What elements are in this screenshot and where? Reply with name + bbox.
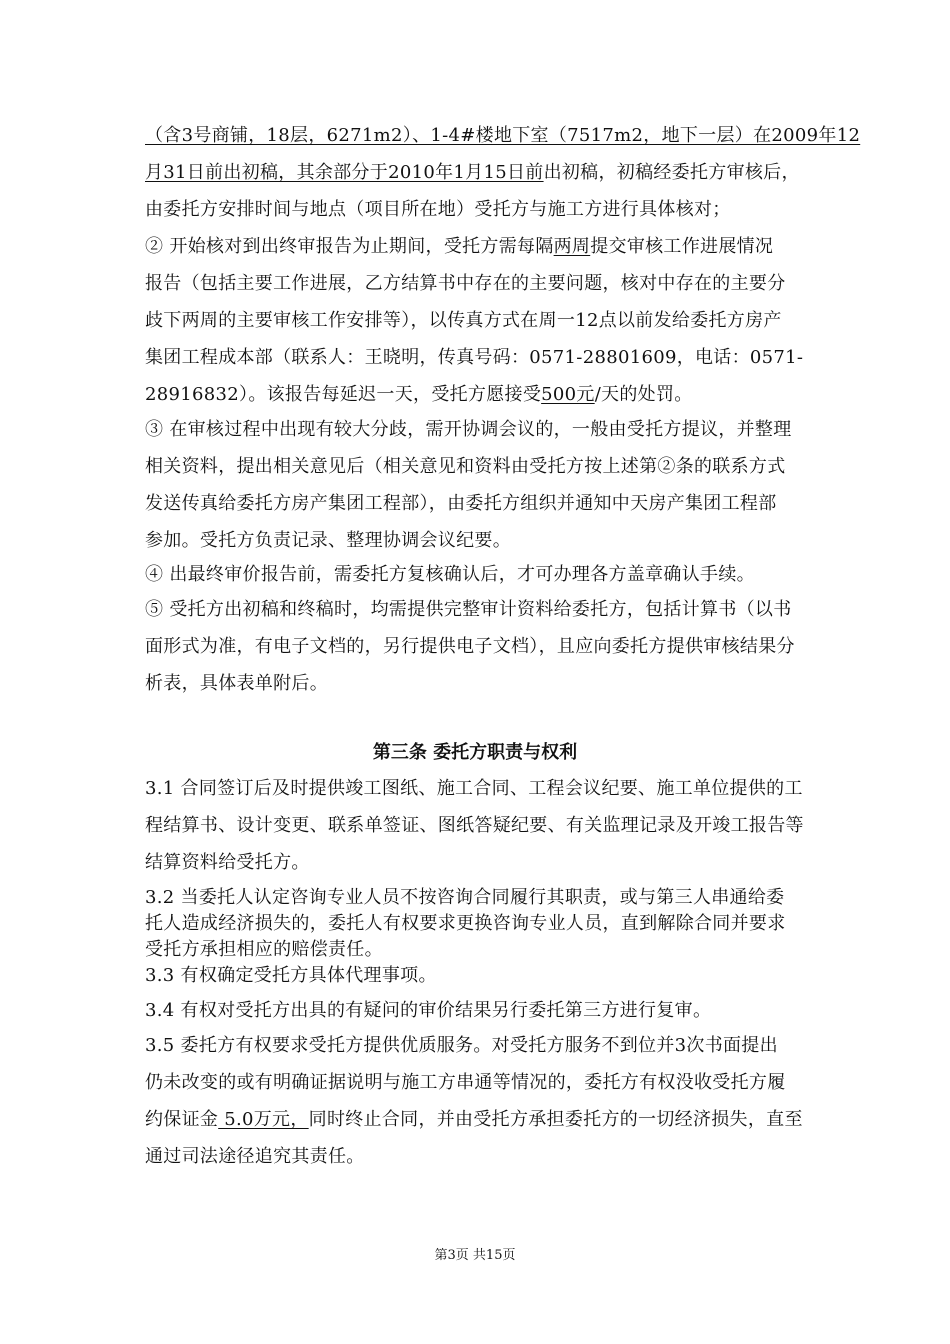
text-line: 集团工程成本部（联系人：王晓明，传真号码：0571-28801609，电话：0571-	[145, 347, 804, 368]
text-line: 程结算书、设计变更、联系单签证、图纸答疑纪要、有关监理记录及开竣工报告等	[145, 815, 804, 836]
text-line: 约保证金 5.0万元，同时终止合同，并由受托方承担委托方的一切经济损失，直至	[145, 1109, 803, 1130]
text-line: 通过司法途径追究其责任。	[145, 1146, 365, 1167]
text-line: 月31日前出初稿，其余部分于2010年1月15日前出初稿，初稿经委托方审核后，	[145, 162, 800, 183]
page-number-footer: 第3页 共15页	[434, 1248, 516, 1263]
text-line: 3.1 合同签订后及时提供竣工图纸、施工合同、工程会议纪要、施工单位提供的工	[145, 778, 803, 799]
text-line: （含3号商铺，18层，6271m2）、1-4#楼地下室（7517m2，地下一层）在2009年12	[145, 125, 861, 146]
text-line: 3.4 有权对受托方出具的有疑问的审价结果另行委托第三方进行复审。	[145, 1000, 712, 1021]
text-line: 参加。受托方负责记录、整理协调会议纪要。	[145, 530, 511, 551]
text-line: ② 开始核对到出终审报告为止期间，受托方需每隔两周提交审核工作进展情况	[145, 236, 774, 257]
text-line: 相关资料，提出相关意见后（相关意见和资料由受托方按上述第②条的联系方式	[145, 456, 786, 477]
text-line: 析表，具体表单附后。	[145, 673, 328, 694]
text-line: 3.2 当委托人认定咨询专业人员不按咨询合同履行其职责，或与第三人串通给委	[145, 887, 785, 908]
text-line: 3.3 有权确定受托方具体代理事项。	[145, 965, 437, 986]
text-line: 由委托方安排时间与地点（项目所在地）受托方与施工方进行具体核对；	[145, 199, 731, 220]
text-line: 歧下两周的主要审核工作安排等），以传真方式在周一12点以前发给委托方房产	[145, 310, 782, 331]
text-line: 报告（包括主要工作进展，乙方结算书中存在的主要问题，核对中存在的主要分	[145, 273, 786, 294]
text-line: 结算资料给受托方。	[145, 852, 310, 873]
text-line: 仍未改变的或有明确证据说明与施工方串通等情况的，委托方有权没收受托方履	[145, 1072, 786, 1093]
text-line: 28916832）。该报告每延迟一天，受托方愿接受500元/天的处罚。	[145, 384, 693, 405]
text-line: ③ 在审核过程中出现有较大分歧，需开协调会议的，一般由受托方提议，并整理	[145, 419, 792, 440]
text-line: 3.5 委托方有权要求受托方提供优质服务。对受托方服务不到位并3次书面提出	[145, 1035, 778, 1056]
text-line: ④ 出最终审价报告前，需委托方复核确认后，才可办理各方盖章确认手续。	[145, 564, 755, 585]
text-line: 发送传真给委托方房产集团工程部），由委托方组织并通知中天房产集团工程部	[145, 493, 777, 514]
text-line: 受托方承担相应的赔偿责任。	[145, 939, 383, 960]
text-line: ⑤ 受托方出初稿和终稿时，均需提供完整审计资料给委托方，包括计算书（以书	[145, 599, 792, 620]
text-line: 面形式为准，有电子文档的，另行提供电子文档），且应向委托方提供审核结果分	[145, 636, 795, 657]
text-line: 托人造成经济损失的，委托人有权要求更换咨询专业人员，直到解除合同并要求	[145, 913, 786, 934]
article-heading: 第三条 委托方职责与权利	[372, 742, 578, 763]
